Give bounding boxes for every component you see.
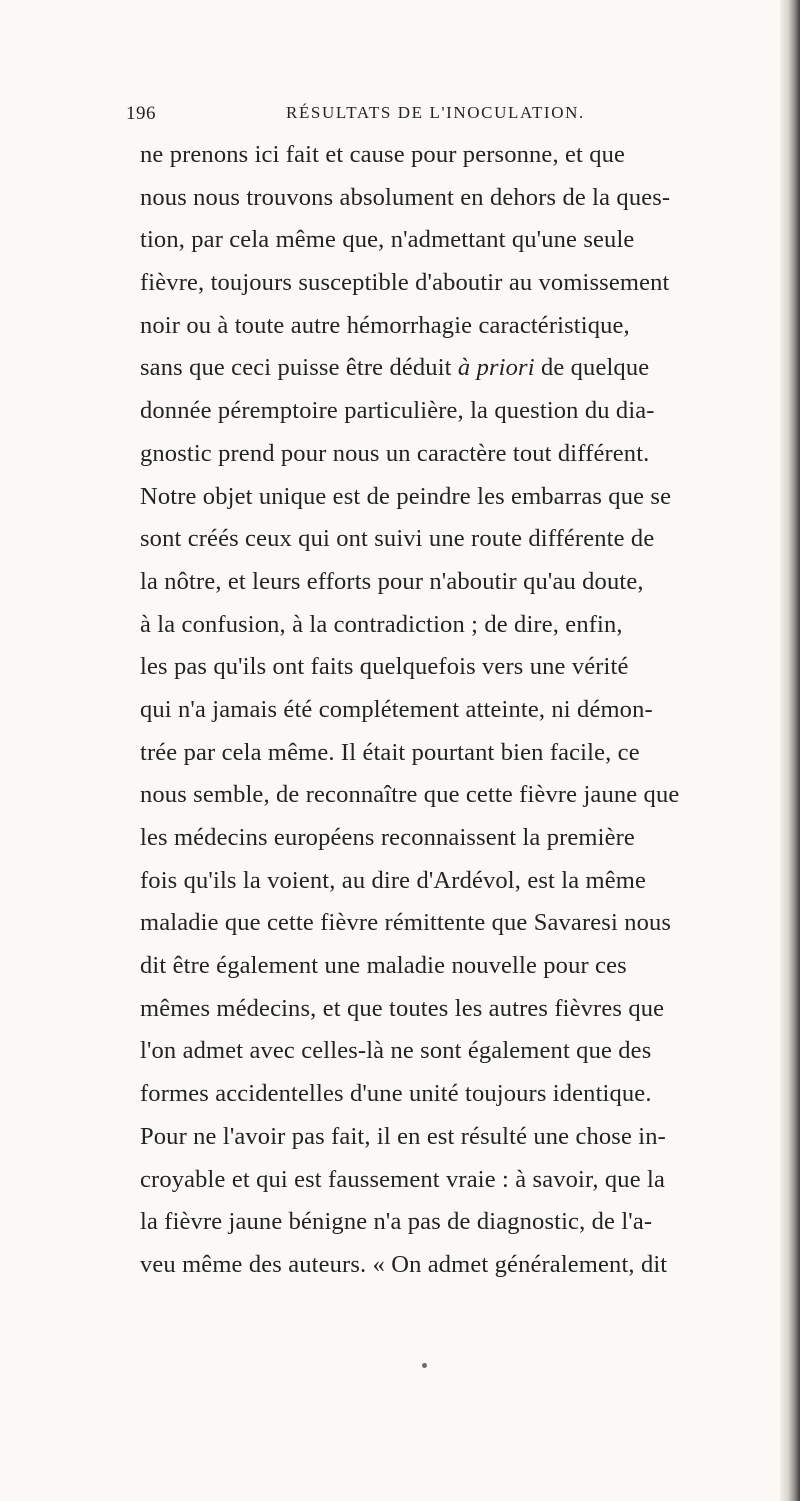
text-line: les pas qu'ils ont faits quelquefois vers une vérité bbox=[140, 653, 629, 681]
ink-speck bbox=[422, 1363, 427, 1368]
text-line: à la confusion, à la contradiction ; de dire, enfin, bbox=[140, 610, 623, 638]
running-title: RÉSULTATS DE L'INOCULATION. bbox=[286, 103, 585, 122]
text-line: Notre objet unique est de peindre les embarras que se bbox=[140, 482, 672, 510]
text-line: la nôtre, et leurs efforts pour n'aboutir qu'au doute, bbox=[140, 567, 644, 595]
text-line: Pour ne l'avoir pas fait, il en est résulté une chose in- bbox=[140, 1122, 666, 1150]
text-segment: sans que ceci puisse être déduit bbox=[140, 354, 452, 382]
text-line: l'on admet avec celles-là ne sont également que des bbox=[140, 1037, 652, 1065]
text-line: tion, par cela même que, n'admettant qu'une seule bbox=[140, 226, 635, 254]
text-line bbox=[140, 347, 780, 390]
text-line: fois qu'ils la voient, au dire d'Ardévol, est la même bbox=[140, 866, 646, 894]
page-number: 196 bbox=[126, 103, 156, 124]
text-line: dit être également une maladie nouvelle pour ces bbox=[140, 952, 627, 980]
text-line: nous semble, de reconnaître que cette fièvre jaune que bbox=[140, 781, 680, 809]
text-line: nous nous trouvons absolument en dehors de la ques- bbox=[140, 183, 671, 211]
text-line: maladie que cette fièvre rémittente que Savaresi nous bbox=[140, 909, 672, 937]
page-edge-shadow bbox=[780, 0, 800, 1501]
text-segment: de quelque bbox=[540, 354, 650, 382]
text-line: sont créés ceux qui ont suivi une route différente de bbox=[140, 525, 655, 553]
text-line: ne prenons ici fait et cause pour personne, et que bbox=[140, 141, 626, 168]
text-line: les médecins européens reconnaissent la première bbox=[140, 824, 635, 851]
text-line: croyable et qui est faussement vraie : à savoir, que la bbox=[140, 1165, 665, 1193]
body-text bbox=[140, 134, 780, 1287]
italic-phrase: à priori bbox=[457, 354, 535, 382]
text-line: noir ou à toute autre hémorrhagie caractéristique, bbox=[140, 311, 630, 339]
text-line: fièvre, toujours susceptible d'aboutir au vomissement bbox=[140, 269, 670, 297]
text-line: veu même des auteurs. « On admet généralement, dit bbox=[140, 1250, 668, 1278]
text-line: qui n'a jamais été complétement atteinte, ni démon- bbox=[140, 695, 653, 723]
text-line: formes accidentelles d'une unité toujours identique. bbox=[140, 1080, 652, 1108]
text-line: mêmes médecins, et que toutes les autres fièvres que bbox=[140, 994, 665, 1022]
text-line: donnée péremptoire particulière, la question du dia- bbox=[140, 397, 655, 425]
running-head bbox=[126, 95, 706, 131]
text-line: la fièvre jaune bénigne n'a pas de diagnostic, de l'a- bbox=[140, 1208, 653, 1236]
text-line: gnostic prend pour nous un caractère tout différent. bbox=[140, 439, 650, 467]
text-line: trée par cela même. Il était pourtant bien facile, ce bbox=[140, 738, 640, 766]
